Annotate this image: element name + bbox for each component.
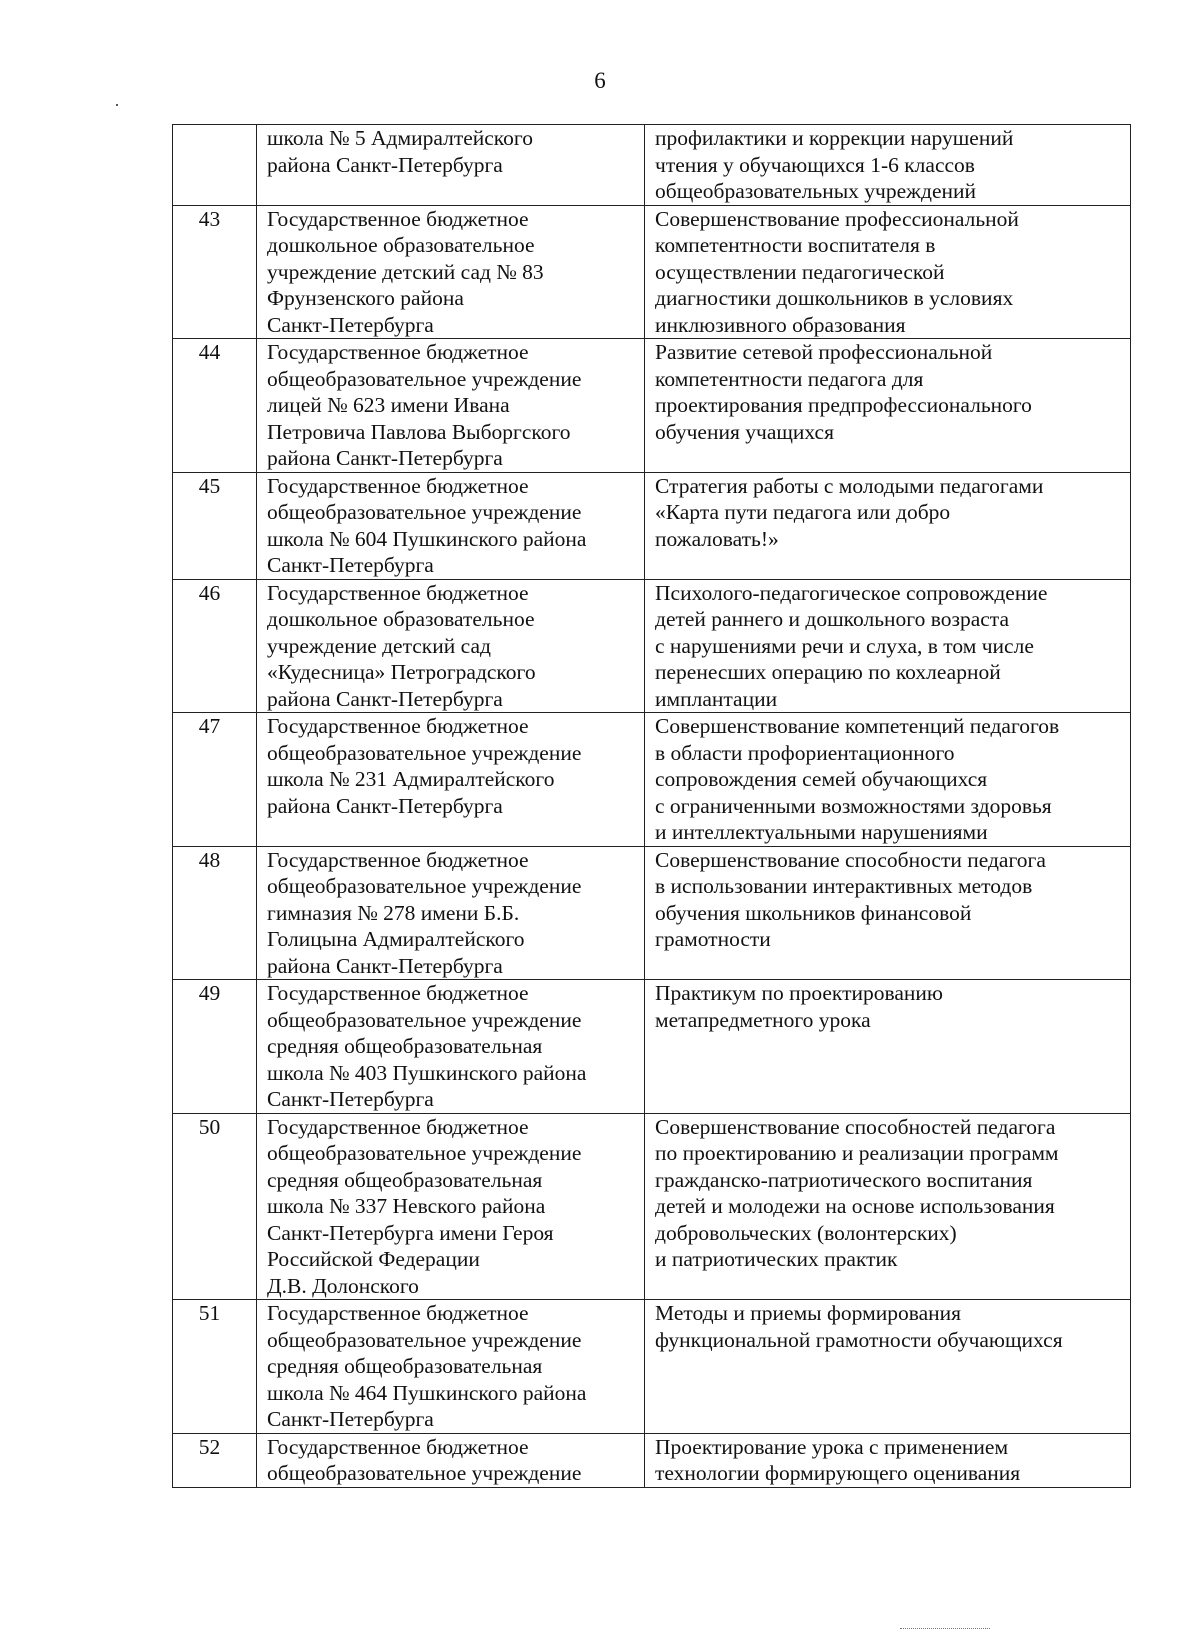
organization-line: дошкольное образовательное	[267, 607, 535, 631]
organization-line: района Санкт-Петербурга	[267, 686, 503, 711]
row-number: 51	[173, 1300, 257, 1434]
table-row	[173, 579, 1131, 713]
organization-line: Санкт-Петербурга имени Героя	[267, 1220, 554, 1245]
organization-cell	[257, 125, 645, 206]
topic-line: и патриотических практик	[655, 1247, 898, 1271]
organization-line: школа № 604 Пушкинского района	[267, 526, 587, 551]
row-number: 47	[173, 713, 257, 847]
scan-speck	[116, 104, 118, 106]
table-row	[173, 1433, 1131, 1487]
organization-line: Государственное бюджетное	[267, 847, 529, 872]
organization-line: общеобразовательное учреждение	[267, 1007, 582, 1032]
organization-line: района Санкт-Петербурга	[267, 793, 503, 818]
row-number: 46	[173, 579, 257, 713]
topic-line: Методы и приемы формирования	[655, 1301, 962, 1325]
topic-line: Совершенствование компетенций педагогов	[655, 714, 1060, 738]
table-body	[173, 125, 1131, 1488]
topic-line: проектирования предпрофессионального	[655, 393, 1032, 417]
topic-line: в использовании интерактивных методов	[655, 874, 1033, 898]
row-number: 43	[173, 205, 257, 339]
topic-line: Психолого-педагогическое сопровождение	[655, 580, 1048, 605]
organization-line: Петровича Павлова Выборгского	[267, 419, 571, 444]
organization-line: школа № 231 Адмиралтейского	[267, 767, 555, 791]
organization-line: района Санкт-Петербурга	[267, 446, 503, 470]
scan-artifact	[900, 1628, 990, 1630]
table-row	[173, 472, 1131, 579]
topic-line: инклюзивного образования	[655, 312, 906, 337]
topic-line: пожаловать!»	[655, 526, 779, 551]
topic-line: профилактики и коррекции нарушений	[655, 126, 1014, 150]
table-row	[173, 846, 1131, 980]
organization-line: лицей № 623 имени Ивана	[267, 393, 510, 417]
organization-cell	[257, 1113, 645, 1300]
organization-line: Государственное бюджетное	[267, 206, 529, 231]
topic-cell	[645, 205, 1131, 339]
row-number: 52	[173, 1433, 257, 1487]
organization-cell	[257, 846, 645, 980]
topic-line: добровольческих (волонтерских)	[655, 1220, 957, 1245]
topic-line: и интеллектуальными нарушениями	[655, 820, 988, 844]
organization-line: Государственное бюджетное	[267, 981, 529, 1005]
topic-line: компетентности педагога для	[655, 366, 924, 391]
organizations-table	[172, 124, 1131, 1488]
topic-line: диагностики дошкольников в условиях	[655, 286, 1014, 310]
organization-line: школа № 403 Пушкинского района	[267, 1060, 587, 1085]
organization-line: Санкт-Петербурга	[267, 553, 434, 577]
topic-line: осуществлении педагогической	[655, 259, 945, 284]
organization-line: Государственное бюджетное	[267, 1301, 529, 1325]
topic-line: с нарушениями речи и слуха, в том числе	[655, 633, 1034, 658]
organization-line: средняя общеобразовательная	[267, 1354, 543, 1378]
row-number	[173, 125, 257, 206]
topic-line: перенесших операцию по кохлеарной	[655, 660, 1001, 684]
organization-line: Государственное бюджетное	[267, 714, 529, 738]
organization-line: общеобразовательное учреждение	[267, 1141, 582, 1165]
topic-cell	[645, 846, 1131, 980]
topic-cell	[645, 1113, 1131, 1300]
topic-cell	[645, 713, 1131, 847]
topic-cell	[645, 1433, 1131, 1487]
organization-line: Санкт-Петербурга	[267, 312, 434, 337]
row-number: 49	[173, 980, 257, 1114]
topic-line: обучения учащихся	[655, 419, 834, 444]
organization-line: общеобразовательное учреждение	[267, 366, 582, 391]
organization-line: учреждение детский сад	[267, 633, 491, 658]
organization-cell	[257, 713, 645, 847]
topic-line: Совершенствование способности педагога	[655, 847, 1046, 872]
topic-line: метапредметного урока	[655, 1007, 871, 1032]
topic-cell	[645, 472, 1131, 579]
organization-line: общеобразовательное учреждение	[267, 874, 582, 898]
topic-cell	[645, 125, 1131, 206]
topic-cell	[645, 579, 1131, 713]
topic-line: детей раннего и дошкольного возраста	[655, 607, 1009, 631]
row-number: 45	[173, 472, 257, 579]
organization-line: Государственное бюджетное	[267, 580, 529, 605]
organization-line: школа № 464 Пушкинского района	[267, 1380, 587, 1405]
topic-line: по проектированию и реализации программ	[655, 1141, 1059, 1165]
organization-cell	[257, 472, 645, 579]
organization-line: Государственное бюджетное	[267, 340, 529, 364]
topic-line: технологии формирующего оценивания	[655, 1461, 1021, 1485]
row-number: 50	[173, 1113, 257, 1300]
organization-line: Санкт-Петербурга	[267, 1407, 434, 1431]
organization-line: Голицына Адмиралтейского	[267, 927, 525, 951]
table-row	[173, 1300, 1131, 1434]
topic-line: Совершенствование способностей педагога	[655, 1114, 1056, 1139]
organization-line: Фрунзенского района	[267, 286, 464, 310]
topic-line: Стратегия работы с молодыми педагогами	[655, 473, 1044, 498]
organization-line: Государственное бюджетное	[267, 473, 529, 498]
topic-line: Проектирование урока с применением	[655, 1434, 1009, 1459]
topic-line: сопровождения семей обучающихся	[655, 767, 988, 791]
organization-line: учреждение детский сад № 83	[267, 259, 544, 284]
topic-line: обучения школьников финансовой	[655, 900, 972, 925]
table-row	[173, 205, 1131, 339]
table-row	[173, 1113, 1131, 1300]
topic-line: гражданско-патриотического воспитания	[655, 1167, 1033, 1192]
topic-line: функциональной грамотности обучающихся	[655, 1327, 1063, 1352]
topic-line: с ограниченными возможностями здоровья	[655, 793, 1052, 818]
row-number: 44	[173, 339, 257, 473]
organization-line: Санкт-Петербурга	[267, 1087, 434, 1111]
topic-cell	[645, 980, 1131, 1114]
table-row	[173, 713, 1131, 847]
organization-cell	[257, 579, 645, 713]
topic-line: детей и молодежи на основе использования	[655, 1194, 1055, 1218]
page-number: 6	[594, 68, 606, 93]
topic-line: компетентности воспитателя в	[655, 233, 936, 257]
organization-line: района Санкт-Петербурга	[267, 953, 503, 978]
organization-line: школа № 5 Адмиралтейского	[267, 126, 533, 150]
organization-line: Государственное бюджетное	[267, 1114, 529, 1139]
organization-cell	[257, 980, 645, 1114]
row-number: 48	[173, 846, 257, 980]
organization-line: общеобразовательное учреждение	[267, 1327, 582, 1352]
organization-cell	[257, 339, 645, 473]
organization-line: дошкольное образовательное	[267, 233, 535, 257]
organization-line: общеобразовательное учреждение	[267, 1461, 582, 1485]
topic-line: Практикум по проектированию	[655, 981, 943, 1005]
organization-line: общеобразовательное учреждение	[267, 740, 582, 765]
topic-line: грамотности	[655, 927, 771, 951]
organization-line: Государственное бюджетное	[267, 1434, 529, 1459]
organization-line: средняя общеобразовательная	[267, 1167, 543, 1192]
organization-line: средняя общеобразовательная	[267, 1034, 543, 1058]
table-row	[173, 339, 1131, 473]
organization-line: района Санкт-Петербурга	[267, 152, 503, 177]
organization-line: гимназия № 278 имени Б.Б.	[267, 900, 520, 925]
organization-line: общеобразовательное учреждение	[267, 500, 582, 524]
topic-line: чтения у обучающихся 1-6 классов	[655, 152, 975, 177]
table-row	[173, 125, 1131, 206]
organization-cell	[257, 1300, 645, 1434]
organization-line: школа № 337 Невского района	[267, 1194, 546, 1218]
organization-line: Д.В. Долонского	[267, 1273, 419, 1298]
topic-line: Совершенствование профессиональной	[655, 206, 1019, 231]
organization-line: Российской Федерации	[267, 1247, 480, 1271]
organization-cell	[257, 205, 645, 339]
topic-line: общеобразовательных учреждений	[655, 179, 976, 203]
topic-cell	[645, 339, 1131, 473]
topic-line: в области профориентационного	[655, 740, 955, 765]
topic-line: «Карта пути педагога или добро	[655, 500, 951, 524]
topic-cell	[645, 1300, 1131, 1434]
table-row	[173, 980, 1131, 1114]
organization-line: «Кудесница» Петроградского	[267, 660, 536, 684]
topic-line: Развитие сетевой профессиональной	[655, 340, 993, 364]
topic-line: имплантации	[655, 686, 778, 711]
organization-cell	[257, 1433, 645, 1487]
